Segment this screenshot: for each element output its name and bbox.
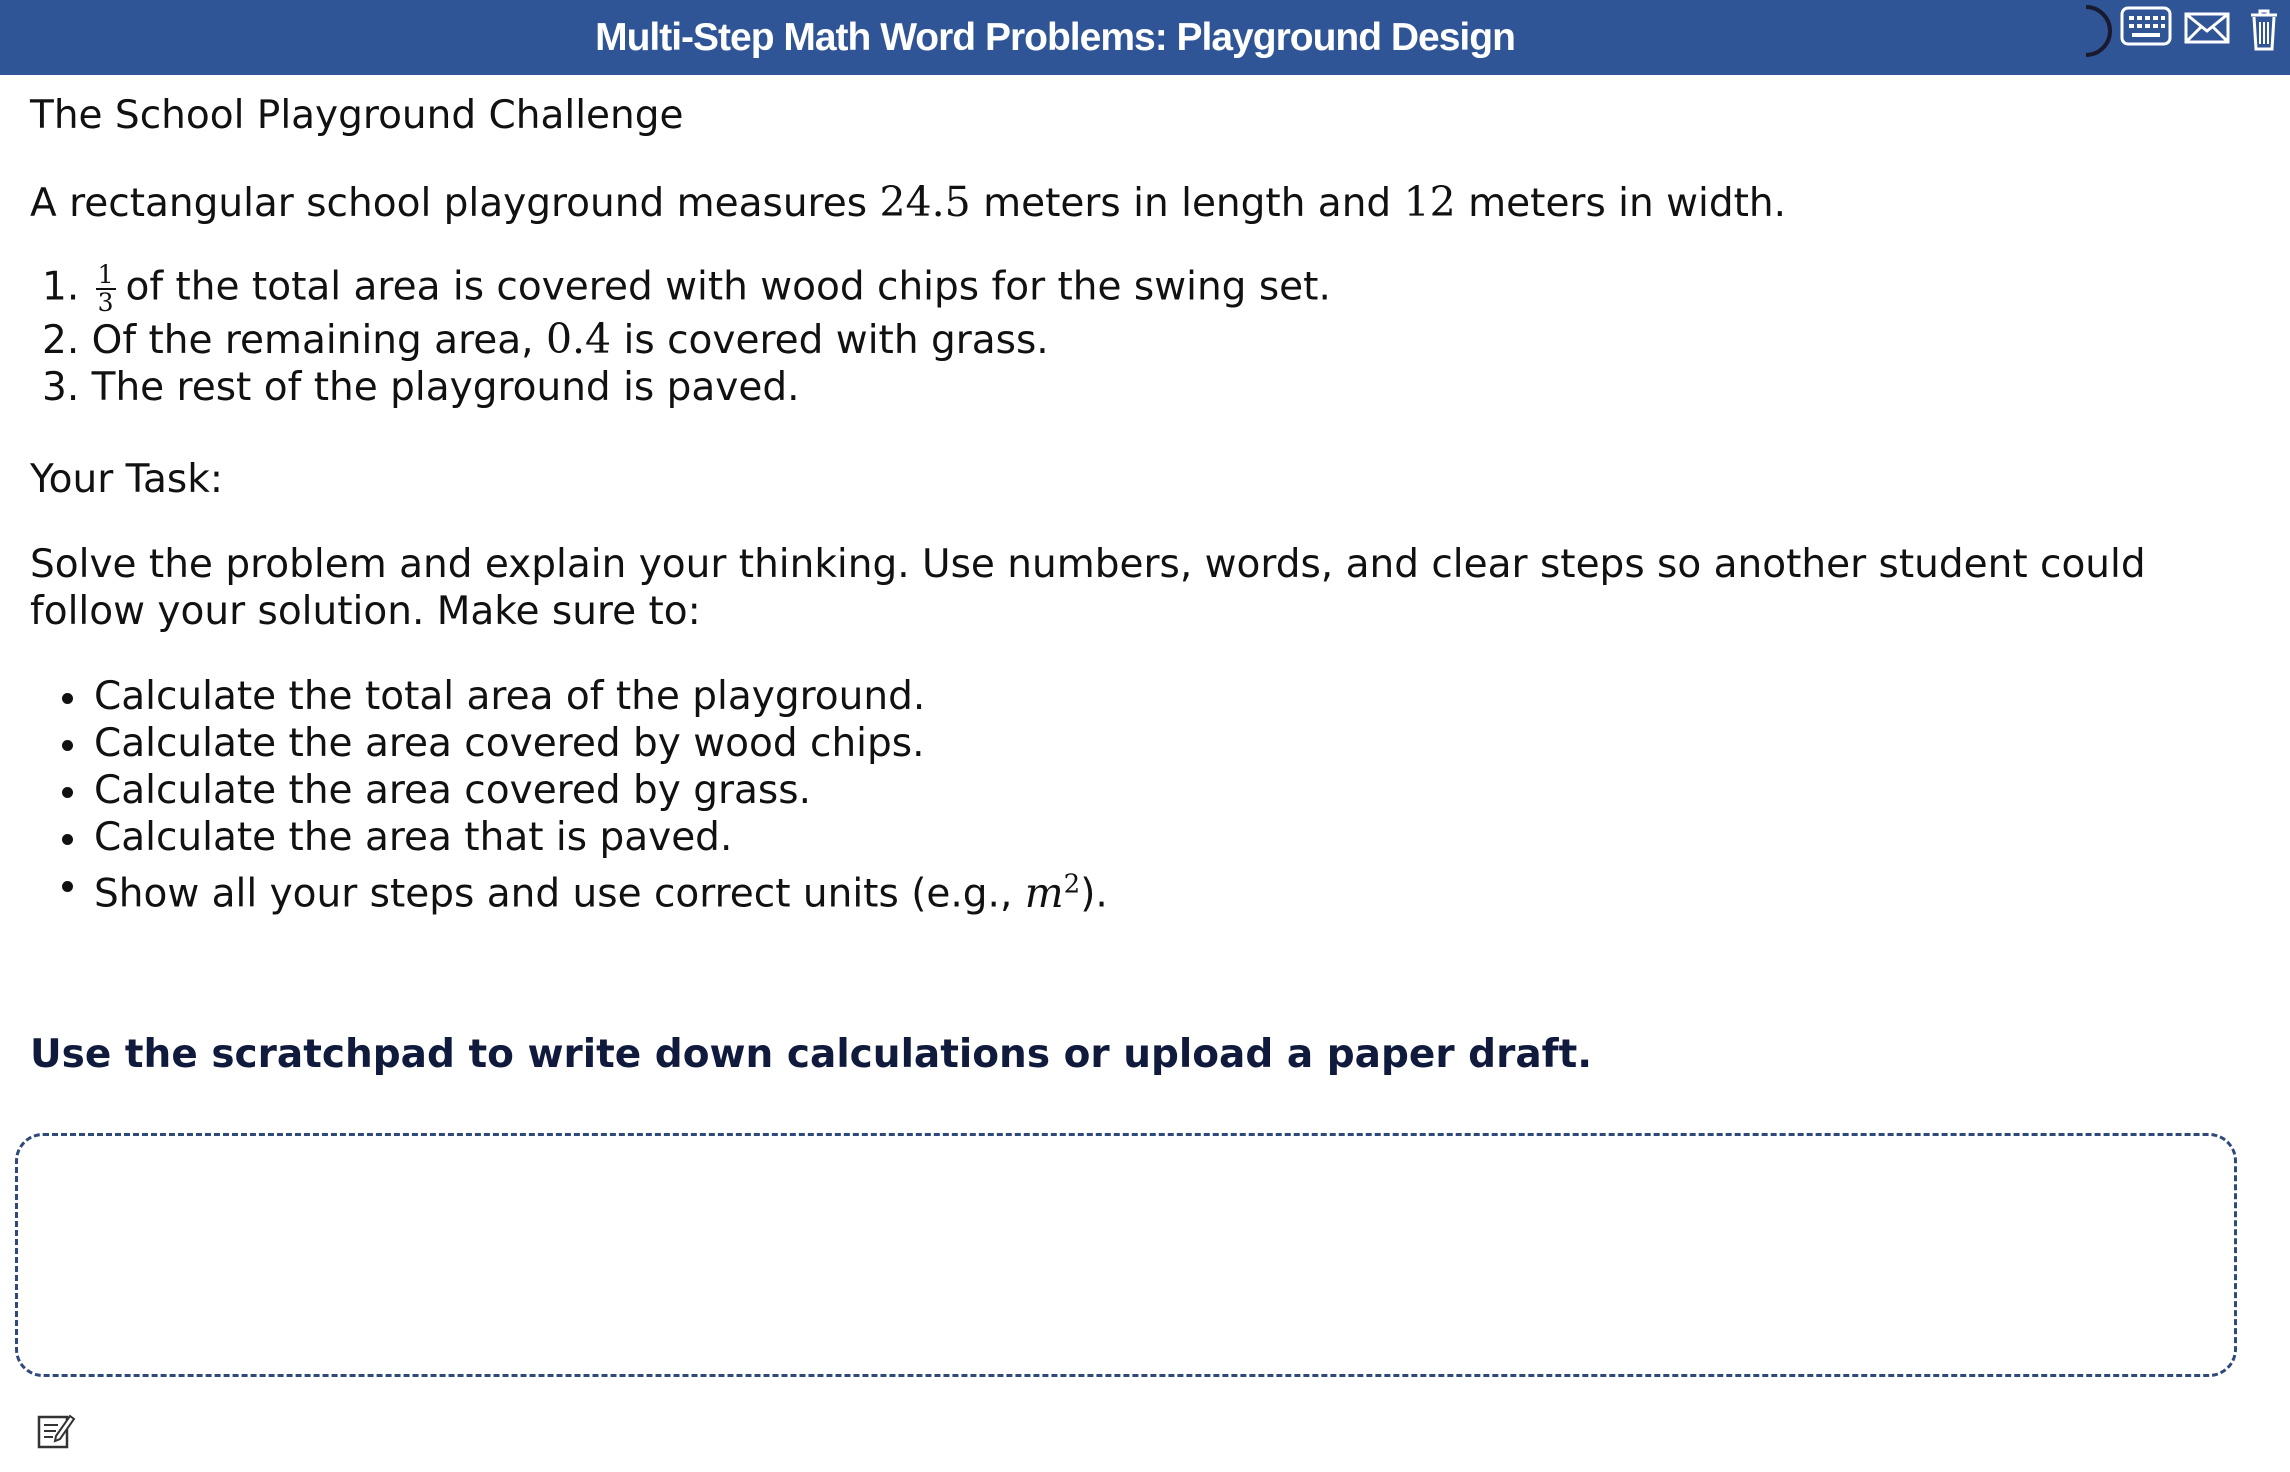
step-text: The rest of the playground is paved.: [91, 365, 800, 410]
grass-fraction-value: 0.4: [545, 315, 612, 363]
intro-text-start: A rectangular school playground measures: [30, 181, 880, 226]
list-item: [42, 316, 1331, 364]
intro-text-end: meters in width.: [1455, 181, 1787, 226]
list-item: Calculate the total area of the playground.: [58, 673, 1108, 720]
problem-title: The School Playground Challenge: [30, 93, 684, 138]
task-label: Your Task:: [30, 457, 223, 502]
page-title: Multi-Step Math Word Problems: Playground Design: [595, 16, 1515, 59]
scratchpad-instruction: Use the scratchpad to write down calculations or upload a paper draft.: [30, 1032, 1593, 1077]
width-value: 12: [1403, 178, 1456, 226]
list-item: [58, 861, 1108, 918]
step-number: 3.: [42, 365, 80, 410]
fraction-numerator: 1: [97, 260, 114, 289]
problem-intro: [30, 178, 1786, 226]
list-item: [42, 364, 1331, 411]
task-bullets: [58, 673, 1108, 918]
step-number: 1.: [42, 264, 80, 310]
step-number: 2.: [42, 318, 80, 363]
unit-variable: [1025, 869, 1080, 917]
bullet-text: Show all your steps and use correct units (e.g.,: [94, 871, 1025, 917]
fraction-denominator: 3: [97, 288, 114, 317]
step-text: Of the remaining area,: [91, 318, 546, 363]
intro-text-middle: meters in length and: [970, 181, 1404, 226]
header-bar: [0, 0, 2290, 75]
scratchpad-area[interactable]: [15, 1133, 2237, 1377]
length-value: 24.5: [879, 178, 971, 226]
trash-icon[interactable]: [2248, 8, 2280, 52]
list-item: [42, 262, 1331, 316]
steps-list: [42, 262, 1331, 411]
moon-icon[interactable]: [2080, 4, 2114, 58]
edit-note-icon[interactable]: [36, 1410, 76, 1450]
keyboard-icon[interactable]: [2120, 6, 2172, 46]
step-text: of the total area is covered with wood chips for the swing set.: [125, 264, 1331, 310]
fraction-one-third: [96, 262, 116, 316]
bullet-text-end: ).: [1080, 871, 1108, 917]
unit-base: m: [1024, 868, 1064, 917]
header-toolbar: [2070, 0, 2290, 75]
step-text: is covered with grass.: [611, 318, 1049, 363]
list-item: Calculate the area covered by grass.: [58, 767, 1108, 814]
mail-icon[interactable]: [2184, 12, 2230, 44]
list-item: Calculate the area covered by wood chips.: [58, 720, 1108, 767]
unit-exponent: 2: [1063, 869, 1081, 899]
list-item: Calculate the area that is paved.: [58, 814, 1108, 861]
task-description: Solve the problem and explain your thinking. Use numbers, words, and clear steps so another student could follow your solution. Make sure to:: [30, 542, 2146, 634]
